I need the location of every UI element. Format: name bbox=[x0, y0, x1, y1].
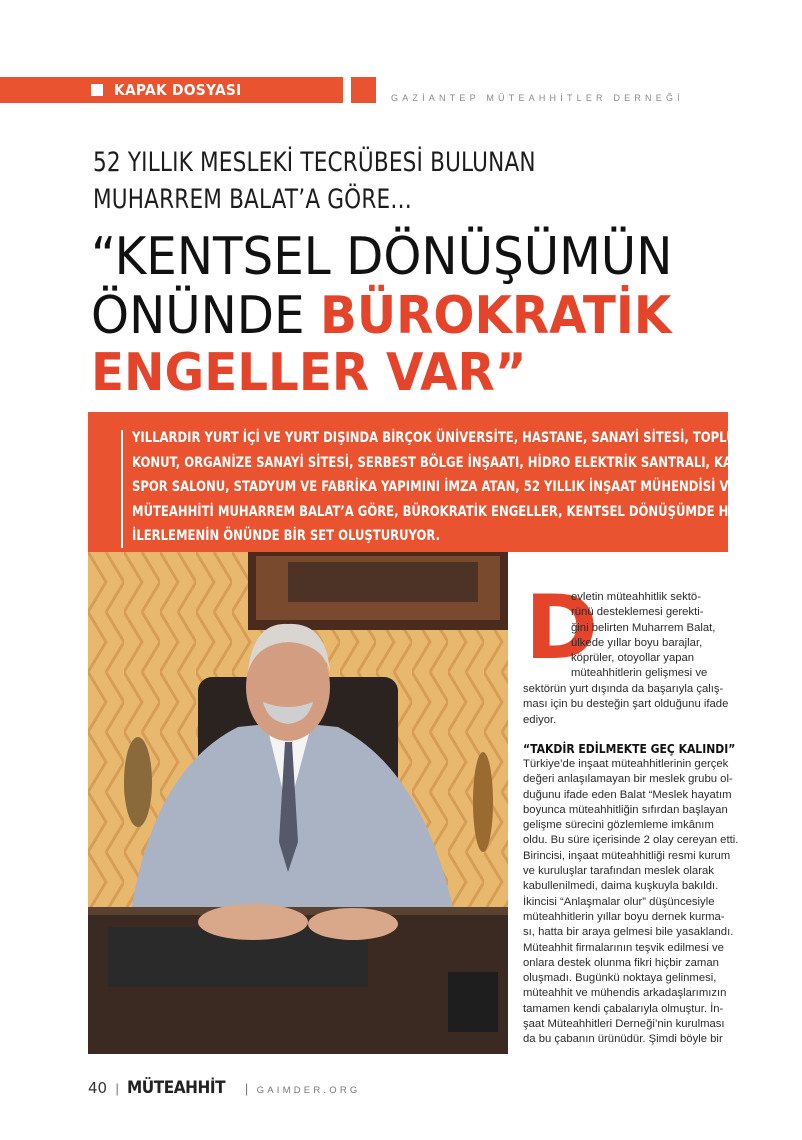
text-line: onlara destek olunma fikri hiçbir zaman bbox=[523, 956, 719, 969]
footer-separator: | bbox=[244, 1081, 249, 1096]
text-line: oldu. Bu süre içerisinde 2 olay cereyan etti. bbox=[523, 834, 739, 847]
headline-text-1: “KENTSEL DÖNÜŞÜMÜN bbox=[91, 227, 673, 287]
text-line: İkincisi “Anlaşmalar olur” düşüncesiyle bbox=[523, 895, 715, 908]
page-footer bbox=[88, 1078, 360, 1098]
accent-block bbox=[351, 77, 376, 103]
text-line: müteahhit ve mühendis arkadaşlarımızın bbox=[523, 987, 727, 1000]
text-line: şaat Müteahhitleri Derneği’nin kurulması bbox=[523, 1018, 725, 1031]
text-line: müteahhitlerin yıllar boyu dernek kurma- bbox=[523, 910, 725, 923]
deck-line: İLERLEMENİN ÖNÜNDE BİR SET OLUŞTURUYOR. bbox=[132, 528, 440, 544]
text-line: ediyor. bbox=[523, 713, 557, 726]
deck-line: KONUT, ORGANİZE SANAYİ SİTESİ, SERBEST BÖLGE İNŞAATI, HİDRO ELEKTRİK SANTRALI, KAPALI bbox=[132, 454, 761, 471]
text-line: Birincisi, inşaat müteahhitliği resmi kurum bbox=[523, 849, 731, 862]
intro-full-column bbox=[523, 682, 729, 728]
association-name: GAZİANTEP MÜTEAHHİTLER DERNEĞİ bbox=[391, 93, 684, 103]
headline-line-1 bbox=[91, 228, 672, 286]
headline-text-2: ÖNÜNDE bbox=[91, 286, 320, 346]
text-line: ülkede yıllar boyu barajlar, bbox=[571, 636, 703, 649]
page-number: 40 bbox=[88, 1079, 108, 1097]
subhead-line-2: MUHARREM BALAT’A GÖRE… bbox=[93, 184, 413, 215]
footer-separator: | bbox=[115, 1081, 119, 1096]
text-line: evletin müteahhitlik sektö- bbox=[571, 591, 701, 603]
text-line: kabullenilmedi, daima kuşkuyla bakıldı. bbox=[523, 880, 719, 893]
text-line: boyunca müteahhitliğin sıfırdan başlayan bbox=[523, 803, 728, 816]
text-line: Müteahhit firmalarının teşvik edilmesi ve bbox=[523, 941, 724, 954]
text-line: da bu çabanın ürünüdür. Şimdi böyle bir bbox=[523, 1033, 723, 1046]
text-line: sı, hatta bir araya gelmesi bile yasaklandı. bbox=[523, 926, 734, 939]
magazine-name: MÜTEAHHİT bbox=[127, 1078, 226, 1098]
text-line: sektörün yurt dışında da başarıyla çalış- bbox=[523, 683, 724, 695]
deck-line: MÜTEAHHİTİ MUHARREM BALAT’A GÖRE, BÜROKRATİK ENGELLER, KENTSEL DÖNÜŞÜMDE HIZLI bbox=[132, 503, 753, 520]
text-line: ması için bu desteğin şart olduğunu ifade bbox=[523, 698, 729, 711]
deck-text bbox=[132, 426, 761, 549]
deck-box bbox=[88, 412, 761, 552]
text-line: ğini belirten Muharrem Balat, bbox=[571, 621, 716, 634]
deck-line: YILLARDIR YURT İÇİ VE YURT DIŞINDA BİRÇOK ÜNİVERSİTE, HASTANE, SANAYİ SİTESİ, TOPLU bbox=[132, 430, 736, 446]
subhead-line-1: 52 YILLIK MESLEKİ TECRÜBESİ BULUNAN bbox=[93, 147, 536, 178]
deck-rule bbox=[121, 430, 123, 548]
headline-line-3 bbox=[91, 344, 527, 402]
text-line: Türkiye’de inşaat müteahhitlerinin gerçek bbox=[523, 758, 729, 770]
drop-cap: D bbox=[525, 576, 599, 679]
section-heading: “TAKDİR EDİLMEKTE GEÇ KALINDI” bbox=[523, 742, 736, 756]
text-line: oluşmadı. Bugünkü noktaya gelinmesi, bbox=[523, 972, 717, 985]
square-icon bbox=[91, 84, 103, 96]
text-line: tamamen kendi çabalarıyla olmuştur. İn- bbox=[523, 1002, 724, 1015]
headline-line-2 bbox=[91, 287, 671, 345]
website: GAIMDER.ORG bbox=[256, 1085, 361, 1096]
portrait-photo bbox=[88, 552, 508, 1054]
section-bar bbox=[0, 77, 343, 103]
headline-highlight-1: BÜROKRATİK bbox=[319, 286, 672, 346]
text-line: rünü desteklemesi gerekti- bbox=[571, 606, 704, 619]
text-line: değeri anlaşılamayan bir meslek grubu ol- bbox=[523, 773, 733, 786]
text-line: duğunu ifade eden Balat “Meslek hayatım bbox=[523, 788, 732, 801]
body-column bbox=[523, 757, 739, 1048]
headline-highlight-2: ENGELLER VAR” bbox=[91, 343, 527, 403]
deck-line: SPOR SALONU, STADYUM VE FABRİKA YAPIMINI İMZA ATAN, 52 YILLIK İNŞAAT MÜHENDİSİ VE bbox=[132, 479, 737, 495]
intro-narrow-column bbox=[571, 590, 729, 682]
section-label: KAPAK DOSYASI bbox=[114, 81, 242, 99]
text-line: köprüler, otoyollar yapan bbox=[571, 652, 695, 665]
text-line: gelişme sürecini gözlemleme imkânım bbox=[523, 819, 714, 832]
portrait-illustration bbox=[88, 552, 508, 1054]
text-line: müteahhitlerin gelişmesi ve bbox=[571, 667, 708, 680]
text-line: ve kuruluşlar tarafından meslek olarak bbox=[523, 865, 714, 878]
